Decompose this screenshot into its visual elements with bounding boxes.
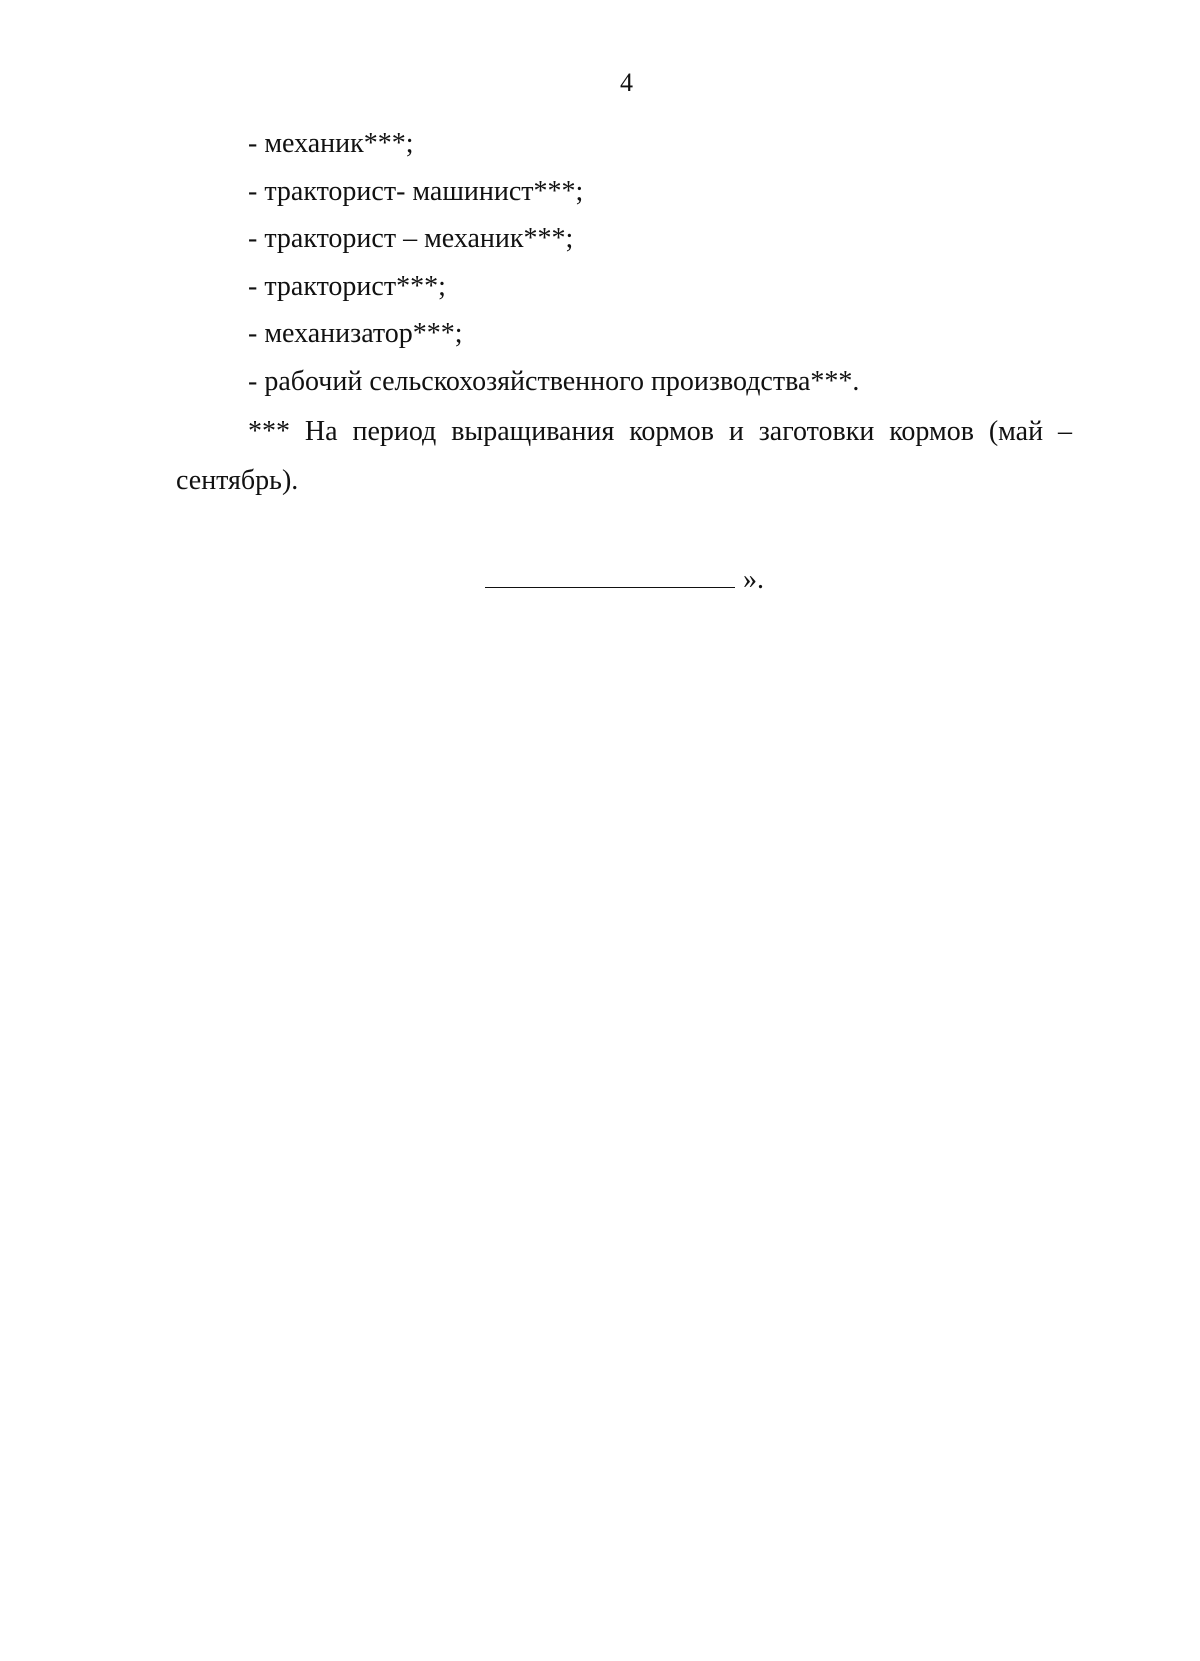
closing-quote: ». <box>743 564 764 595</box>
list-item: - механизатор***; <box>248 318 463 349</box>
signature-line <box>485 563 735 588</box>
list-item: - рабочий сельскохозяйственного производства***. <box>248 365 860 397</box>
page-number: 4 <box>620 68 633 97</box>
list-item: - тракторист- машинист***; <box>248 175 584 207</box>
closing-line <box>485 563 764 597</box>
list-item: - тракторист***; <box>248 270 446 302</box>
list-item: - механик***; <box>248 128 414 159</box>
profession-list <box>248 120 859 405</box>
footnote: *** На период выращивания кормов и заготовки кормов (май – сентябрь). <box>176 416 1072 496</box>
list-item: - тракторист – механик***; <box>248 223 574 254</box>
